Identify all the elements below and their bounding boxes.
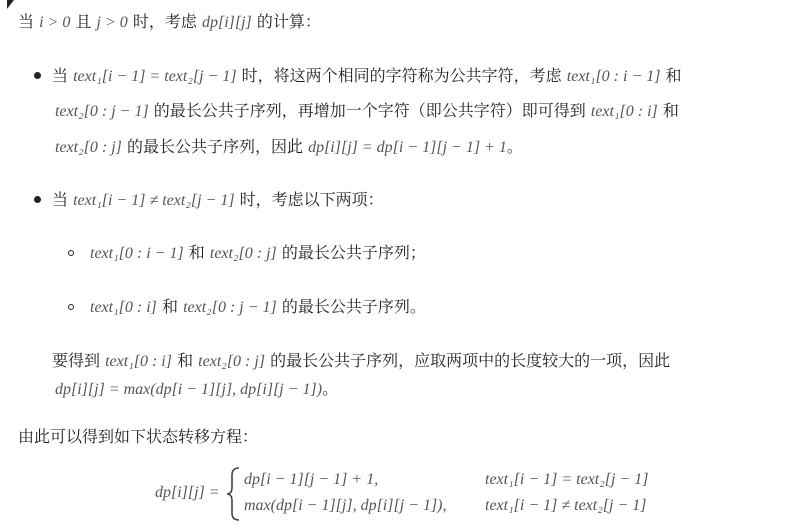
math-inline: dp[i][j] = — [155, 484, 220, 501]
math-inline: text₁[i − 1] ≠ text₂[j − 1] — [73, 192, 235, 209]
case-2-cond — [485, 494, 646, 517]
text: 时，将这两个相同的字符称为公共字符，考虑 — [236, 66, 567, 85]
text: 的最长公共子序列，应取两项中的长度较大的一项，因此 — [265, 351, 671, 370]
text: 的最长公共子序列，因此 — [121, 137, 309, 156]
math-inline: dp[i][j] — [201, 14, 252, 31]
left-brace-icon — [226, 466, 242, 522]
math-inline: text₁[0 : i] — [590, 103, 658, 120]
math-inline: text₁[i − 1] = text₂[j − 1] — [73, 68, 237, 85]
bullet-icon — [34, 196, 41, 203]
intro-text: 且 — [70, 12, 97, 31]
text: 和 — [156, 297, 184, 316]
text: 的最长公共子序列，再增加一个字符（即公共字符）即可得到 — [148, 101, 591, 120]
transition-heading: 由此可以得到如下状态转移方程： — [18, 427, 259, 446]
math-inline: i > 0 — [39, 14, 71, 31]
intro-text: 的计算： — [251, 12, 321, 31]
math-inline: text₂[0 : j − 1] — [55, 103, 149, 120]
text: 当 — [52, 66, 74, 85]
bullet1-line2 — [55, 100, 679, 123]
text: 。 — [322, 379, 339, 398]
sub-item-1 — [90, 242, 426, 265]
bullet-icon — [34, 72, 41, 79]
math-inline: text₁[i − 1] ≠ text₂[j − 1] — [485, 497, 647, 514]
case-1-cond — [485, 468, 649, 491]
text: 。 — [506, 137, 523, 156]
sub-bullet-icon — [68, 250, 74, 256]
intro-paragraph — [18, 11, 321, 34]
bullet2-line — [52, 189, 384, 212]
math-inline: max(dp[i − 1][j], dp[i][j − 1]), — [244, 497, 447, 514]
math-inline: text₁[i − 1] = text₂[j − 1] — [485, 471, 649, 488]
conclusion-para-line2 — [55, 378, 338, 401]
math-inline: text₁[0 : i − 1] — [566, 68, 661, 85]
text: 和 — [171, 351, 199, 370]
intro-text: 当 — [18, 12, 40, 31]
math-inline: text₁[0 : i] — [90, 299, 157, 316]
text: 和 — [660, 66, 682, 85]
math-inline: text₂[0 : j] — [209, 245, 277, 262]
case-2-expr — [244, 494, 447, 517]
text: 的最长公共子序列； — [276, 243, 426, 262]
case-1-expr — [244, 468, 378, 491]
equation-lhs — [155, 481, 220, 504]
math-inline: j > 0 — [96, 14, 128, 31]
intro-text: 时，考虑 — [127, 12, 202, 31]
math-inline: dp[i − 1][j − 1] + 1, — [244, 471, 379, 488]
math-inline: text₁[0 : i − 1] — [90, 245, 184, 262]
text: 当 — [52, 190, 74, 209]
text: 时，考虑以下两项： — [234, 190, 384, 209]
sub-item-2 — [90, 296, 426, 319]
text: 和 — [183, 243, 210, 262]
conclusion-para-line1 — [52, 350, 670, 373]
math-inline: text₂[0 : j − 1] — [183, 299, 277, 316]
math-inline: dp[i][j] = dp[i − 1][j − 1] + 1 — [308, 139, 507, 156]
math-inline: dp[i][j] = max(dp[i − 1][j], dp[i][j − 1]) — [55, 381, 323, 398]
mouse-cursor-icon — [7, 0, 14, 9]
math-inline: text₁[0 : i] — [105, 353, 172, 370]
bullet1-line3 — [55, 136, 523, 159]
sub-bullet-icon — [68, 304, 74, 310]
text: 和 — [657, 101, 679, 120]
text: 的最长公共子序列。 — [276, 297, 426, 316]
bullet1-line1 — [52, 65, 682, 88]
math-inline: text₂[0 : j] — [55, 139, 122, 156]
text: 要得到 — [52, 351, 106, 370]
math-inline: text₂[0 : j] — [198, 353, 266, 370]
